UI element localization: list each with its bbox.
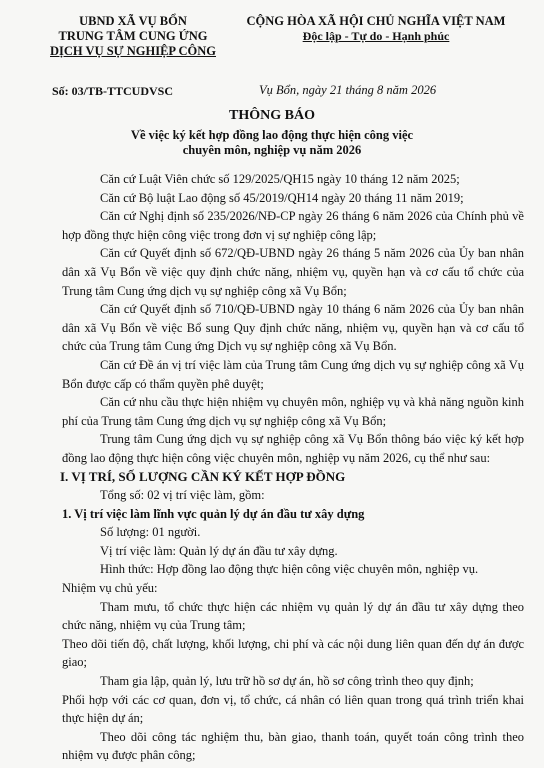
document-subtitle-line-2: chuyên môn, nghiệp vụ năm 2026 (182, 143, 362, 157)
legal-basis-paragraph: Căn cứ Quyết định số 672/QĐ-UBND ngày 26 tháng 5 năm 2026 của Ủy ban nhân dân xã Vụ Bổn về việc quy định chức năng, nhiệm vụ, quyền hạn và cơ cấu tổ chức của Trung tâm Cung ứng dịch vụ sự nghiệp công xã Vụ Bổn; (62, 246, 524, 298)
org-line-1: UBND XÃ VỤ BỔN (79, 14, 187, 28)
body-paragraph: Vị trí việc làm: Quản lý dự án đầu tư xây dựng. (100, 543, 338, 558)
legal-basis-paragraph: Căn cứ Bộ luật Lao động số 45/2019/QH14 ngày 20 tháng 11 năm 2019; (100, 190, 464, 205)
national-header-block (226, 14, 526, 44)
nation-name: CỘNG HÒA XÃ HỘI CHỦ NGHĨA VIỆT NAM (246, 14, 506, 28)
org-line-2: TRUNG TÂM CUNG ỨNG (58, 29, 208, 43)
legal-basis-paragraph: Căn cứ Đề án vị trí việc làm của Trung tâm Cung ứng dịch vụ sự nghiệp công xã Vụ Bổn được cấp có thẩm quyền phê duyệt; (62, 357, 524, 391)
legal-basis-paragraph: Căn cứ Nghị định số 235/2026/NĐ-CP ngày 26 tháng 6 năm 2026 của Chính phủ về hợp đồng thực hiện công việc trong đơn vị sự nghiệp công lập; (62, 209, 524, 242)
national-motto: Độc lập - Tự do - Hạnh phúc (302, 29, 450, 43)
duty-paragraph: Theo dõi công tác nghiệm thu, bàn giao, thanh toán, quyết toán công trình theo nhiệm vụ được phân công; (62, 729, 524, 763)
body-paragraph: Hình thức: Hợp đồng lao động thực hiện công việc chuyên môn, nghiệp vụ. (100, 562, 479, 577)
announcement-intro-paragraph: Trung tâm Cung ứng dịch vụ sự nghiệp công xã Vụ Bổn thông báo việc ký kết hợp đồng lao động thực hiện công việc chuyên môn, nghiệp vụ năm 2026, cụ thể như sau: (62, 432, 524, 465)
legal-basis-paragraph: Căn cứ Quyết định số 710/QĐ-UBND ngày 10 tháng 6 năm 2026 của Ủy ban nhân dân xã Vụ Bổn về việc Bổ sung Quy định chức năng, nhiệm vụ, quyền hạn và cơ cấu tổ chức của Trung tâm Cung ứng Dịch vụ sự nghiệp công xã Vụ Bổn. (62, 302, 524, 354)
subsection-heading: 1. Vị trí việc làm lĩnh vực quản lý dự án đầu tư xây dựng (62, 506, 365, 521)
duty-paragraph: Phối hợp với các cơ quan, đơn vị, tổ chức, cá nhân có liên quan trong quá trình triển khai thực hiện dự án; (62, 692, 524, 726)
org-line-3: DỊCH VỤ SỰ NGHIỆP CÔNG (50, 44, 216, 58)
legal-basis-paragraph: Căn cứ nhu cầu thực hiện nhiệm vụ chuyên môn, nghiệp vụ và khả năng nguồn kinh phí của Trung tâm Cung ứng dịch vụ sự nghiệp công xã Vụ Bổn; (62, 395, 524, 428)
legal-basis-paragraph: Căn cứ Luật Viên chức số 129/2025/QH15 ngày 10 tháng 12 năm 2025; (100, 172, 460, 186)
issuing-org-block (38, 14, 228, 59)
place-date: Vụ Bổn, ngày 21 tháng 8 năm 2026 (259, 83, 437, 97)
body-paragraph: Nhiệm vụ chủ yếu: (62, 581, 158, 596)
body-paragraph: Tổng số: 02 vị trí việc làm, gồm: (100, 488, 265, 503)
section-heading: I. VỊ TRÍ, SỐ LƯỢNG CẦN KÝ KẾT HỢP ĐỒNG (60, 468, 346, 484)
document-title: THÔNG BÁO (229, 108, 315, 123)
document-body (62, 170, 524, 765)
duty-paragraph: Theo dõi tiến độ, chất lượng, khối lượng, chi phí và các nội dung liên quan đến dự án được giao; (62, 636, 524, 670)
duty-paragraph: Tham gia lập, quản lý, lưu trữ hồ sơ dự án, hồ sơ công trình theo quy định; (100, 674, 474, 689)
document-number: Số: 03/TB-TTCUDVSC (52, 84, 174, 98)
duty-paragraph: Tham mưu, tổ chức thực hiện các nhiệm vụ quản lý dự án đầu tư xây dựng theo chức năng, nhiệm vụ của Trung tâm; (62, 599, 524, 633)
document-subtitle-line-1: Về việc ký kết hợp đồng lao động thực hiện công việc (130, 128, 414, 142)
body-paragraph: Số lượng: 01 người. (100, 525, 201, 540)
